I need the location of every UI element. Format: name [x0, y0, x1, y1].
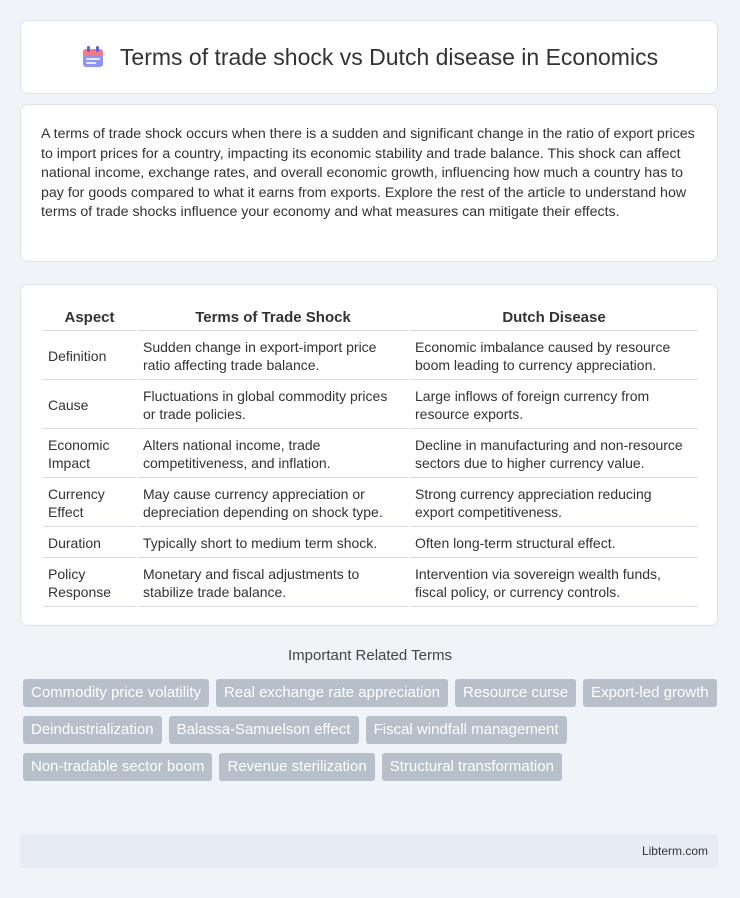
- related-terms-list: [23, 679, 723, 781]
- table-row: [43, 382, 698, 429]
- table-row: [43, 480, 698, 527]
- related-term-tag[interactable]: Fiscal windfall management: [366, 716, 567, 744]
- related-term-tag[interactable]: Deindustrialization: [23, 716, 162, 744]
- table-row: [43, 560, 698, 607]
- table-row: [43, 529, 698, 558]
- comparison-card: [20, 284, 718, 626]
- row-terms-of-trade-shock: Typically short to medium term shock.: [138, 529, 408, 558]
- row-dutch-disease: Often long-term structural effect.: [410, 529, 698, 558]
- related-terms-heading: Important Related Terms: [288, 647, 452, 664]
- footer: [20, 834, 718, 868]
- row-terms-of-trade-shock: Alters national income, trade competitiveness, and inflation.: [138, 431, 408, 478]
- related-term-tag[interactable]: Structural transformation: [382, 753, 562, 781]
- table-row: [43, 333, 698, 380]
- related-term-tag[interactable]: Commodity price volatility: [23, 679, 209, 707]
- row-aspect: Economic Impact: [43, 431, 136, 478]
- row-dutch-disease: Strong currency appreciation reducing export competitiveness.: [410, 480, 698, 527]
- row-dutch-disease: Economic imbalance caused by resource boom leading to currency appreciation.: [410, 333, 698, 380]
- header-dutch-disease: Dutch Disease: [410, 307, 698, 331]
- row-aspect: Policy Response: [43, 560, 136, 607]
- comparison-table: [41, 305, 700, 609]
- table-header-row: [43, 307, 698, 331]
- row-terms-of-trade-shock: Sudden change in export-import price ratio affecting trade balance.: [138, 333, 408, 380]
- table-row: [43, 431, 698, 478]
- related-term-tag[interactable]: Non-tradable sector boom: [23, 753, 212, 781]
- header-terms-of-trade-shock: Terms of Trade Shock: [138, 307, 408, 331]
- calendar-icon: [80, 44, 106, 70]
- title-card: [20, 20, 718, 94]
- row-terms-of-trade-shock: Fluctuations in global commodity prices or trade policies.: [138, 382, 408, 429]
- related-term-tag[interactable]: Balassa-Samuelson effect: [169, 716, 359, 744]
- row-aspect: Definition: [43, 333, 136, 380]
- related-term-tag[interactable]: Export-led growth: [583, 679, 717, 707]
- intro-paragraph: A terms of trade shock occurs when there is a sudden and significant change in the ratio of export prices to import prices for a country, impacting its economic stability and trade balance. This shock can affect national income, exchange rates, and overall economic growth, influencing how much a country has to pay for goods compared to what it earns from exports. Explore the rest of the article to understand how terms of trade shocks influence your economy and what measures can mitigate their effects.: [41, 126, 695, 220]
- row-aspect: Duration: [43, 529, 136, 558]
- row-dutch-disease: Large inflows of foreign currency from resource exports.: [410, 382, 698, 429]
- row-dutch-disease: Decline in manufacturing and non-resource sectors due to higher currency value.: [410, 431, 698, 478]
- related-term-tag[interactable]: Revenue sterilization: [219, 753, 374, 781]
- page-title: Terms of trade shock vs Dutch disease in Economics: [119, 43, 659, 70]
- related-term-tag[interactable]: Resource curse: [455, 679, 576, 707]
- related-term-tag[interactable]: Real exchange rate appreciation: [216, 679, 448, 707]
- row-aspect: Currency Effect: [43, 480, 136, 527]
- header-aspect: Aspect: [43, 307, 136, 331]
- row-terms-of-trade-shock: May cause currency appreciation or depreciation depending on shock type.: [138, 480, 408, 527]
- row-aspect: Cause: [43, 382, 136, 429]
- intro-card: [20, 104, 718, 262]
- row-dutch-disease: Intervention via sovereign wealth funds, fiscal policy, or currency controls.: [410, 560, 698, 607]
- row-terms-of-trade-shock: Monetary and fiscal adjustments to stabilize trade balance.: [138, 560, 408, 607]
- footer-site-link[interactable]: Libterm.com: [641, 844, 708, 858]
